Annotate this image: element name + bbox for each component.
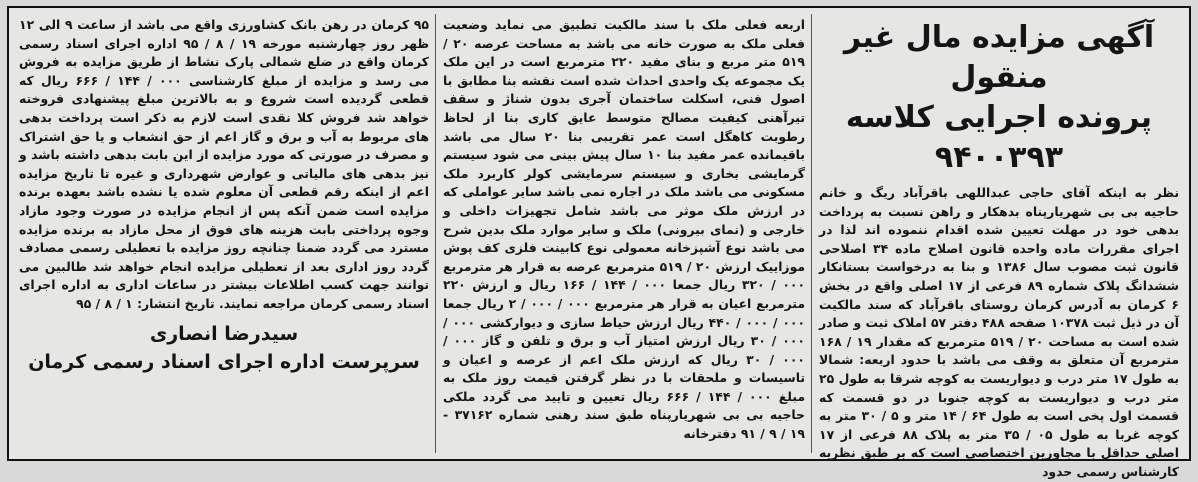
signature-name: سیدرضا انصاری [149, 322, 299, 345]
notice-column-left [19, 16, 429, 451]
notice-column-middle [443, 16, 805, 451]
notice-page [7, 6, 1191, 479]
notice-column-right [819, 16, 1180, 479]
notice-body-middle: اربعه فعلی ملک با سند مالکیت تطبیق می نماید وضعیت فعلی ملک به صورت خانه می باشد به مساحت عرصه ۲۰ / ۵۱۹ متر مربع و بنای مفید ۲۲۰ مترمربع است در این ملک یک مجموعه یک واحدی احداث شده است نقشه بنا مطابق با اصول فنی، اسکلت ساختمان آجری بدون شناژ و سقف تیرآهنی کیفیت مصالح متوسط عایق کاری بنا از لحاظ رطوبت کاهگل است عمر تقریبی بنا ۲۰ سال می باشد باقیمانده عمر مفید بنا ۱۰ سال پیش بینی می شود سیستم گرمایشی بخاری و سیستم سرمایشی کولر کاربرد ملک مسکونی می باشد ملک در اجاره نمی باشد سایر عواملی که در ارزش ملک موثر می باشد شامل تجهیزات داخلی و خارجی و (نمای بیرونی) ملک و سایر موارد ملک بدین شرح می باشد نوع آشپزخانه معمولی نوع کابینت فلزی کف پوش موزاییک ارزش ۲۰ / ۵۱۹ مترمربع عرصه به قرار هر مترمربع ۰۰۰ / ۳۲۰ ریال جمعا ۰۰۰ / ۱۴۴ / ۱۶۶ ریال و ارزش ۲۲۰ مترمربع اعیان به قرار هر مترمربع ۰۰۰ / ۰۰۰ / ۲ ریال جمعا ۰۰۰ / ۰۰۰ / ۴۴۰ ریال ارزش حیاط سازی و دیوارکشی ۰۰۰ / ۰۰۰ / ۳۰ ریال ارزش امتیاز آب و برق و تلفن و گاز ۰۰۰ / ۰۰۰ / ۳۰ ریال که ارزش ملک اعم از عرصه و اعیان و تاسیسات و ملحقات با در نظر گرفتن قیمت روز ملک به مبلغ ۰۰۰ / ۱۴۴ / ۶۶۶ ریال تعیین و تایید می گردد ملکی حاجیه بی بی شهریارپناه طبق سند رهنی شماره ۳۷۱۶۲ - ۱۹ / ۹ / ۹۱ دفترخانه [443, 17, 806, 442]
notice-title [819, 18, 1179, 178]
notice-title-line1: آگهی مزایده مال غیر منقول [843, 20, 1155, 95]
column-divider [435, 14, 436, 453]
signature-role: سرپرست اداره اجرای اسناد رسمی کرمان [28, 350, 420, 373]
column-divider [811, 14, 812, 453]
notice-title-line2: پرونده اجرایی کلاسه ۹۴۰۰۳۹۳ [845, 100, 1153, 175]
signature-block [19, 320, 429, 376]
notice-body-right: نظر به اینکه آقای حاجی عبداللهی باقرآباد ریگ و خانم حاجیه بی بی شهریارپناه بدهکار و راهن نسبت به پرداخت بدهی خود در مهلت تعیین شده اقدام ننموده اند لذا در اجرای مقررات ماده واحده قانون اصلاح ماده ۳۴ اصلاحی قانون ثبت مصوب سال ۱۳۸۶ و بنا به درخواست بستانکار ششدانگ پلاک شماره ۸۹ فرعی از ۱۷ اصلی واقع در بخش ۶ کرمان به آدرس کرمان روستای باقرآباد که سند مالکیت آن در ذیل ثبت ۱۰۳۷۸ صفحه ۴۸۸ دفتر ۵۷ املاک ثبت و صادر شده است به مساحت ۲۰ / ۵۱۹ مترمربع که مقدار ۱۹ / ۱۶۸ مترمربع آن متعلق به وقف می باشد با حدود اربعه: شمالا به طول ۱۷ متر درب و دیواریست به کوچه شرقا به طول ۲۵ متر درب و دیواریست به کوچه جنوبا در دو قسمت که قسمت اول پخی است به طول ۶۴ / ۱۴ متر و ۵ / ۳۰ متر به کوچه غربا به طول ۰۵ / ۳۵ متر به پلاک ۸۸ فرعی از ۱۷ اصلی حداقل با مجاورین اختصاصی است که بر طبق نظریه کارشناس رسمی حدود [819, 185, 1180, 479]
notice-body-left: ۹۵ کرمان در رهن بانک کشاورزی واقع می باشد از ساعت ۹ الی ۱۲ ظهر روز چهارشنبه مورخه ۱۹ / ۸ / ۹۵ اداره اجرای اسناد رسمی کرمان واقع در ضلع شمالی پارک نشاط از طریق مزایده به فروش می رسد و مزایده از مبلغ کارشناسی ۰۰۰ / ۱۴۴ / ۶۶۶ ریال که قطعی گردیده است شروع و به بالاترین مبلغ پیشنهادی فروخته خواهد شد فروش کلا نقدی است لازم به ذکر است پرداخت بدهی های مربوط به آب و برق و گاز اعم از حق انشعاب و یا حق اشتراک و مصرف در صورتی که مورد مزایده از این بابت بدهی داشته باشد و نیز بدهی های مالیاتی و عوارض شهرداری و غیره تا تاریخ مزایده اعم از اینکه رقم قطعی آن معلوم شده یا نشده باشد بعهده برنده مزایده است ضمن آنکه پس از انجام مزایده در صورت وجود مازاد وجوه پرداختی بابت هزینه های فوق از محل مازاد به برنده مزایده مسترد می گردد ضمنا چنانچه روز مزایده با تعطیلی رسمی مصادف گردد روز اداری بعد از تعطیلی مزایده انجام خواهد شد طالبین می توانند جهت کسب اطلاعات بیشتر در ساعات اداری به اداره اجرای اسناد رسمی کرمان مراجعه نمایند. تاریخ انتشار: ۱ / ۸ / ۹۵ [19, 17, 429, 311]
